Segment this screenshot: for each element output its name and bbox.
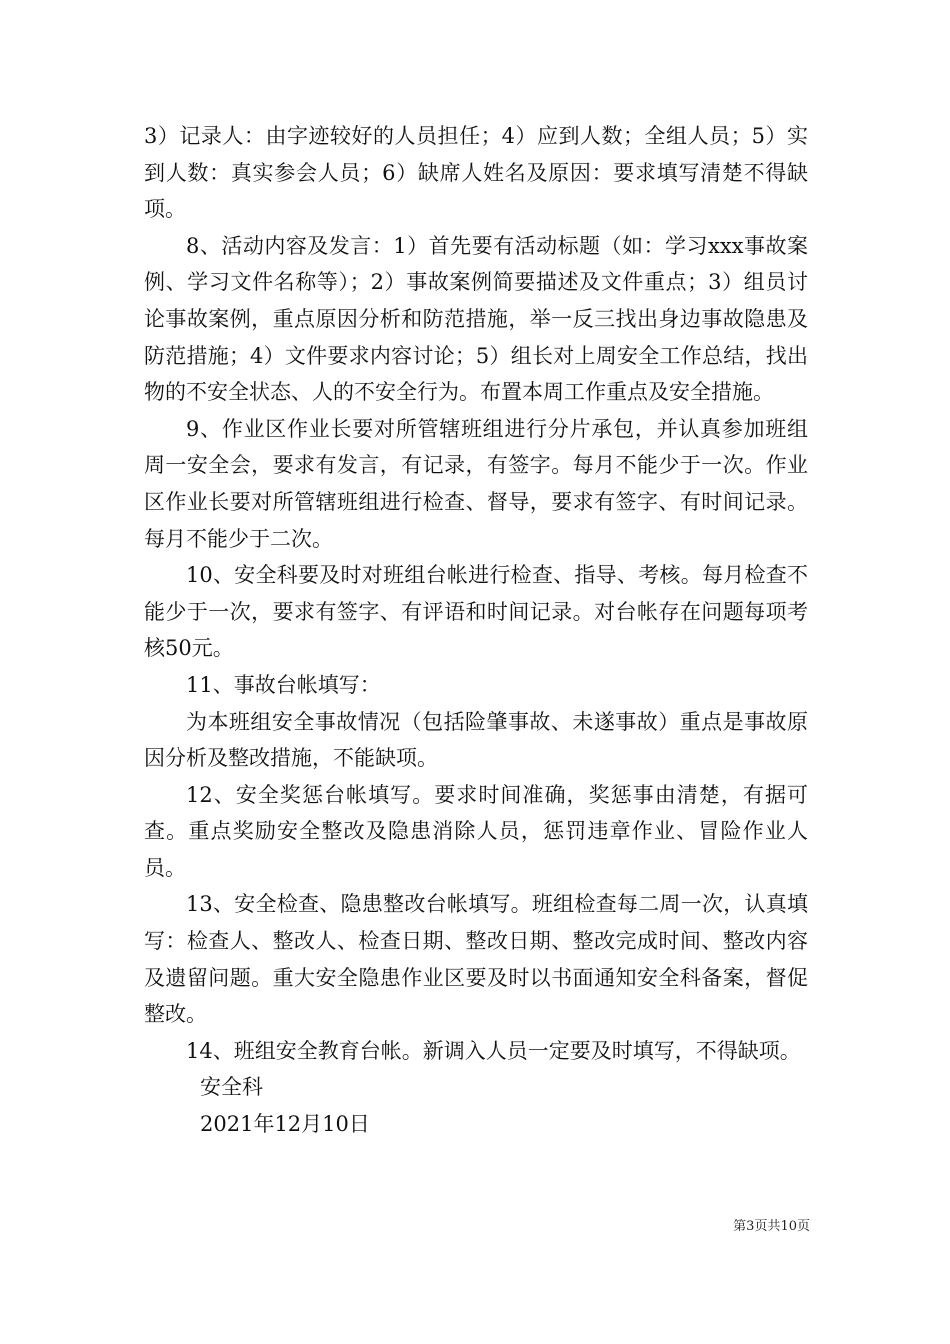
paragraph-item-8: 8、活动内容及发言：1）首先要有活动标题（如：学习xxx事故案例、学习文件名称等）；2）事故案例简要描述及文件重点；3）组员讨论事故案例，重点原因分析和防范措施，举一反三找出身边事故隐患及防范措施；4）文件要求内容讨论；5）组长对上周安全工作总结，找出物的不安全状态、人的不安全行为。布置本周工作重点及安全措施。 xyxy=(144,233,808,405)
paragraph-item-10: 10、安全科要及时对班组台帐进行检查、指导、考核。每月检查不能少于一次，要求有签字、有评语和时间记录。对台帐存在问题每项考核50元。 xyxy=(144,563,808,661)
paragraph-item-11-heading: 11、事故台帐填写： xyxy=(186,672,381,697)
paragraph-item-9: 9、作业区作业长要对所管辖班组进行分片承包，并认真参加班组周一安全会，要求有发言，有记录，有签字。每月不能少于一次。作业区作业长要对所管辖班组进行检查、督导，要求有签字、有时间记录。每月不能少于二次。 xyxy=(144,416,808,551)
paragraph-item-13: 13、安全检查、隐患整改台帐填写。班组检查每二周一次，认真填写：检查人、整改人、检查日期、整改日期、整改完成时间、整改内容及遗留问题。重大安全隐患作业区要及时以书面通知安全科备案，督促整改。 xyxy=(144,892,808,1027)
document-body xyxy=(144,118,808,1143)
paragraph-item-11-body: 为本班组安全事故情况（包括险肇事故、未遂事故）重点是事故原因分析及整改措施，不能缺项。 xyxy=(144,709,808,771)
signature-date: 2021年12月10日 xyxy=(200,1112,370,1137)
signature-department: 安全科 xyxy=(200,1075,263,1100)
paragraph-item-12: 12、安全奖惩台帐填写。要求时间准确，奖惩事由清楚，有据可查。重点奖励安全整改及隐患消除人员，惩罚违章作业、冒险作业人员。 xyxy=(144,782,808,880)
paragraph-continuation: 3）记录人：由字迹较好的人员担任；4）应到人数；全组人员；5）实到人数：真实参会人员；6）缺席人姓名及原因：要求填写清楚不得缺项。 xyxy=(144,124,808,222)
page-number: 第3页共10页 xyxy=(733,1219,810,1234)
paragraph-item-14: 14、班组安全教育台帐。新调入人员一定要及时填写，不得缺项。 xyxy=(186,1038,801,1063)
